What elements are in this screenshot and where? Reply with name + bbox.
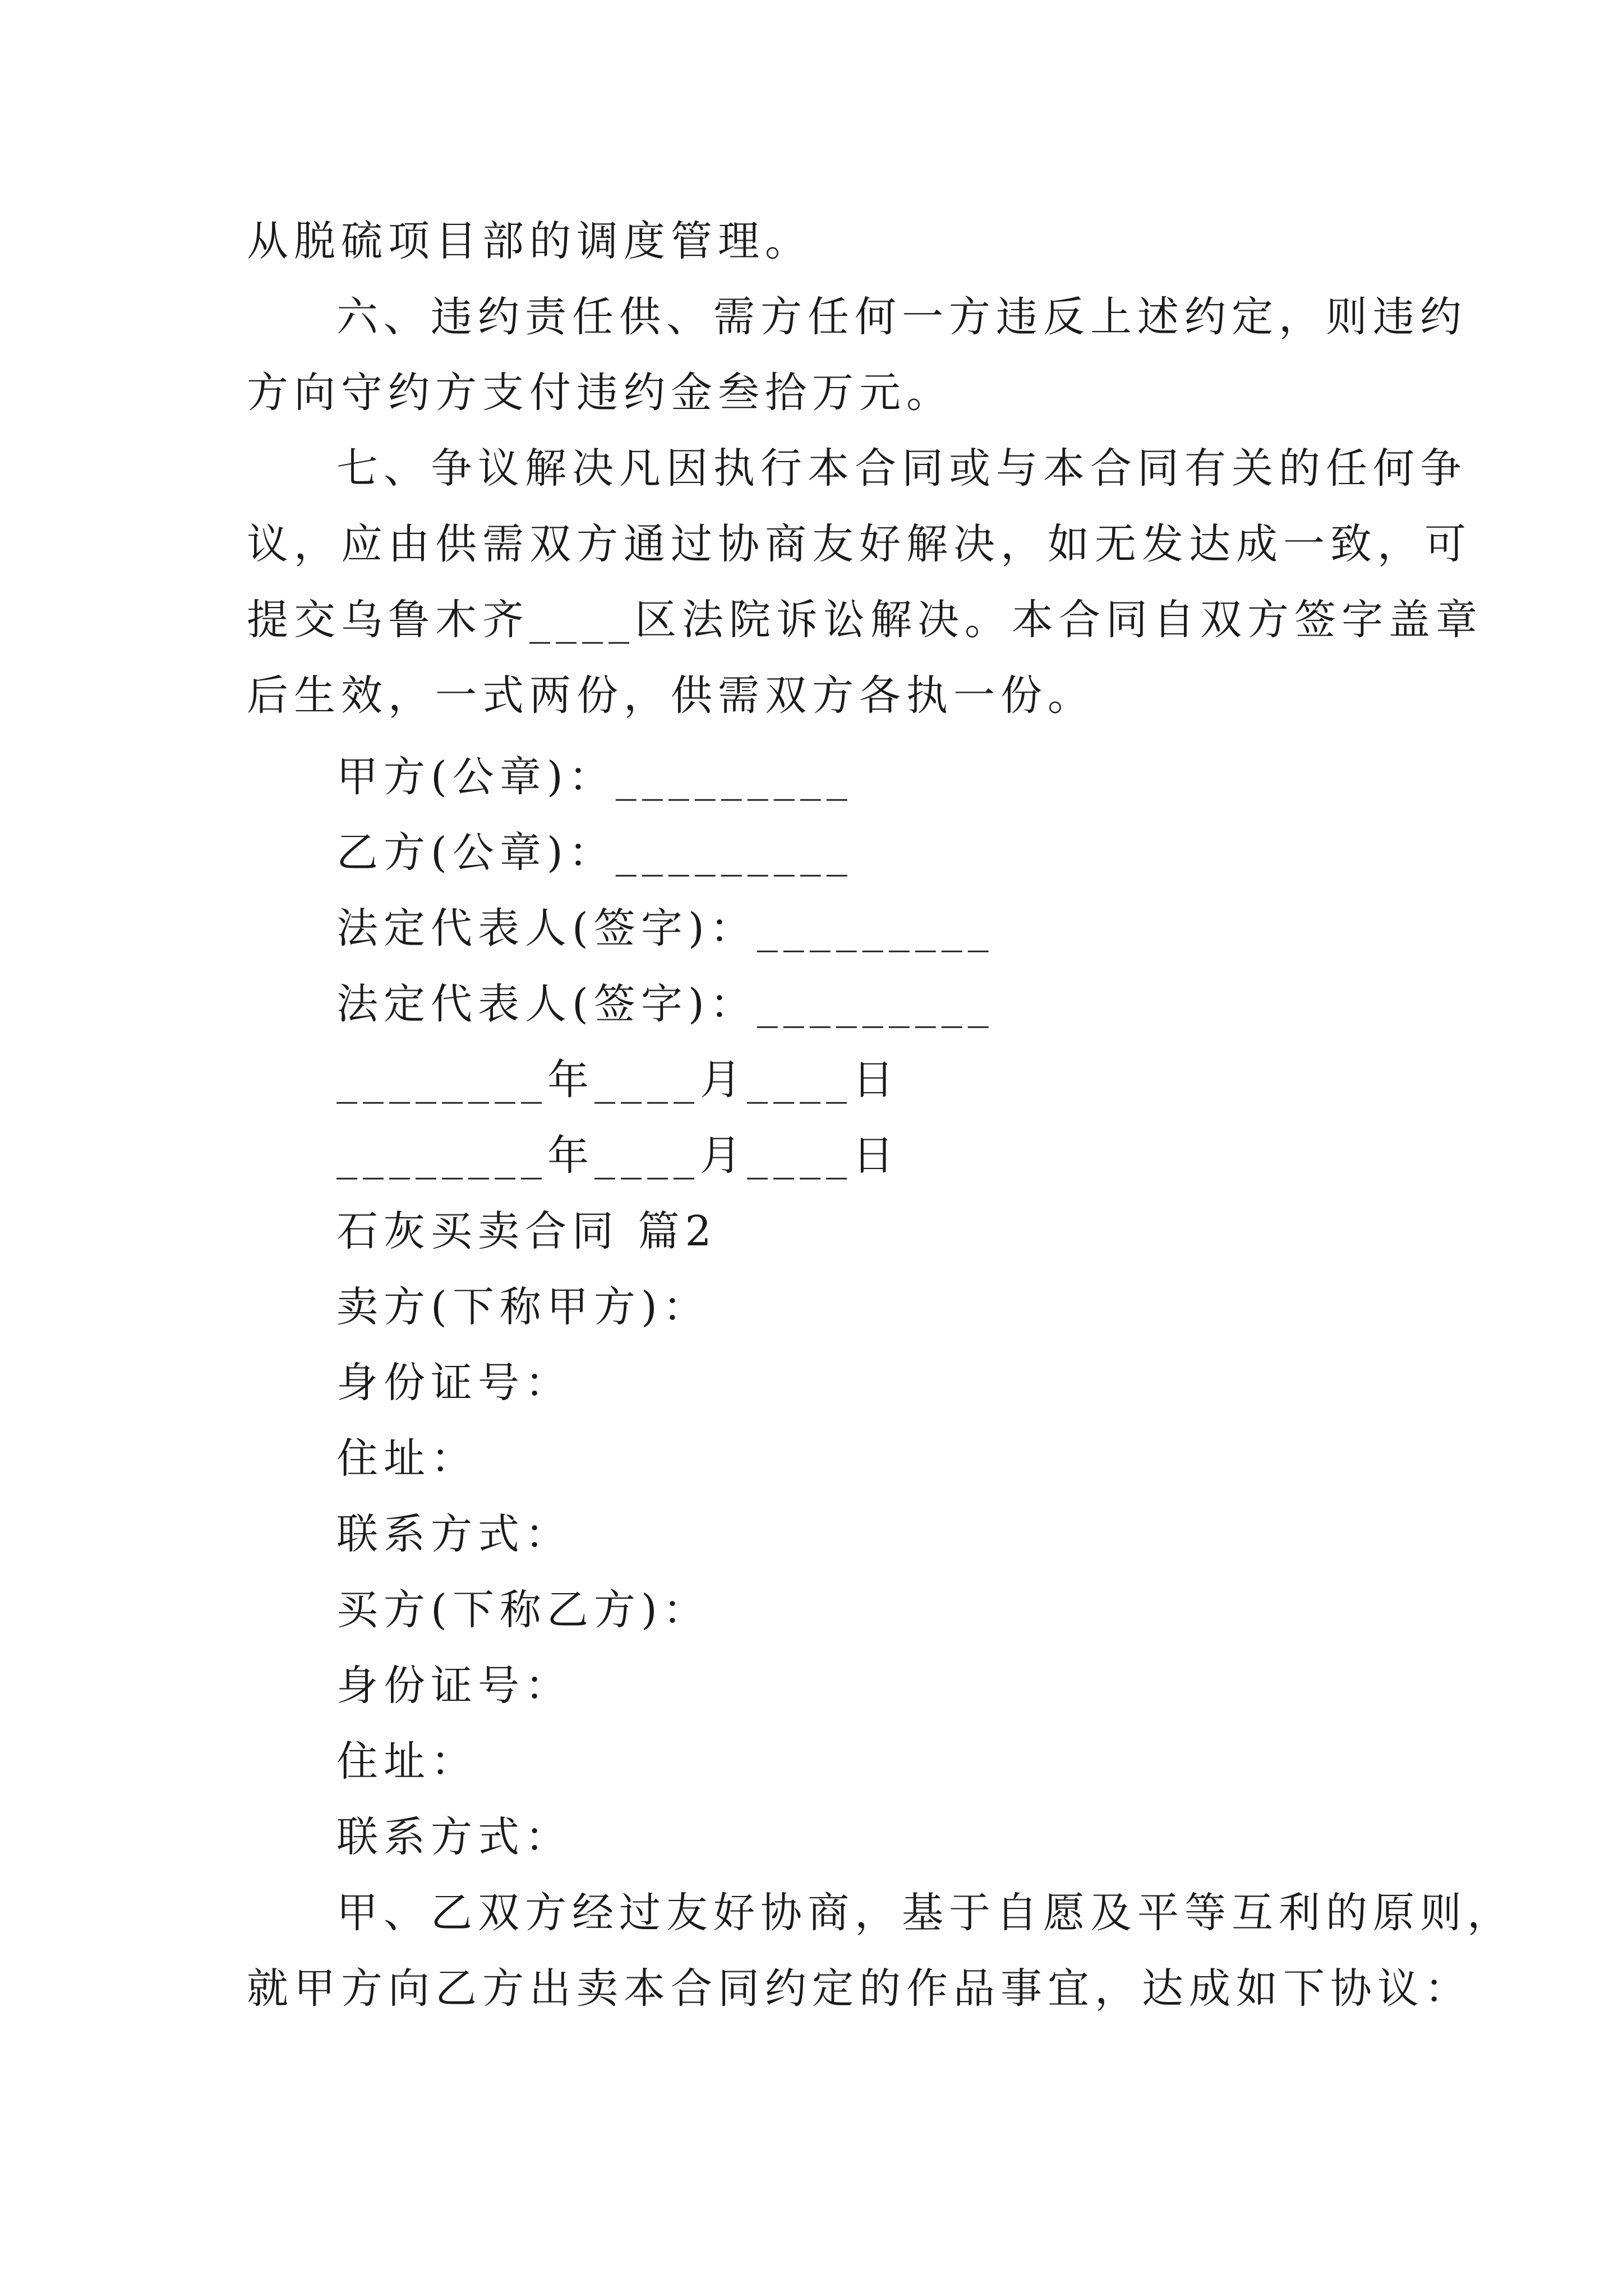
party-field: 住址： — [336, 1434, 478, 1483]
paragraph-line: 七、争议解决凡因执行本合同或与本合同有关的任何争 — [336, 444, 1467, 493]
date-line: ________年____月____日 — [336, 1056, 900, 1104]
paragraph-line: 方向守约方支付违约金叁拾万元。 — [247, 369, 953, 417]
paragraph-line: 就甲方向乙方出卖本合同约定的作品事宜，达成如下协议： — [247, 1964, 1472, 2013]
paragraph-line: 提交乌鲁木齐____区法院诉讼解决。本合同自双方签字盖章 — [247, 596, 1483, 644]
party-field: 联系方式： — [336, 1813, 572, 1861]
signature-line: 乙方(公章)：_________ — [336, 829, 853, 877]
party-field: 身份证号： — [336, 1662, 572, 1710]
paragraph-line: 从脱硫项目部的调度管理。 — [247, 217, 812, 265]
paragraph-line: 议，应由供需双方通过协商友好解决，如无发达成一致，可 — [247, 520, 1472, 568]
signature-line: 法定代表人(签字)：_________ — [336, 980, 994, 1028]
date-line: ________年____月____日 — [336, 1131, 900, 1180]
party-field: 买方(下称乙方)： — [336, 1586, 710, 1634]
party-field: 卖方(下称甲方)： — [336, 1283, 710, 1331]
paragraph-line: 甲、乙双方经过友好协商，基于自愿及平等互利的原则， — [336, 1889, 1514, 1937]
party-field: 身份证号： — [336, 1359, 572, 1407]
paragraph-line: 后生效，一式两份，供需双方各执一份。 — [247, 671, 1095, 720]
party-field: 联系方式： — [336, 1510, 572, 1558]
paragraph-line: 六、违约责任供、需方任何一方违反上述约定，则违约 — [336, 293, 1467, 341]
section-title: 石灰买卖合同 篇2 — [336, 1207, 717, 1255]
signature-line: 甲方(公章)：_________ — [336, 753, 853, 801]
party-field: 住址： — [336, 1737, 478, 1786]
signature-line: 法定代表人(签字)：_________ — [336, 904, 994, 953]
